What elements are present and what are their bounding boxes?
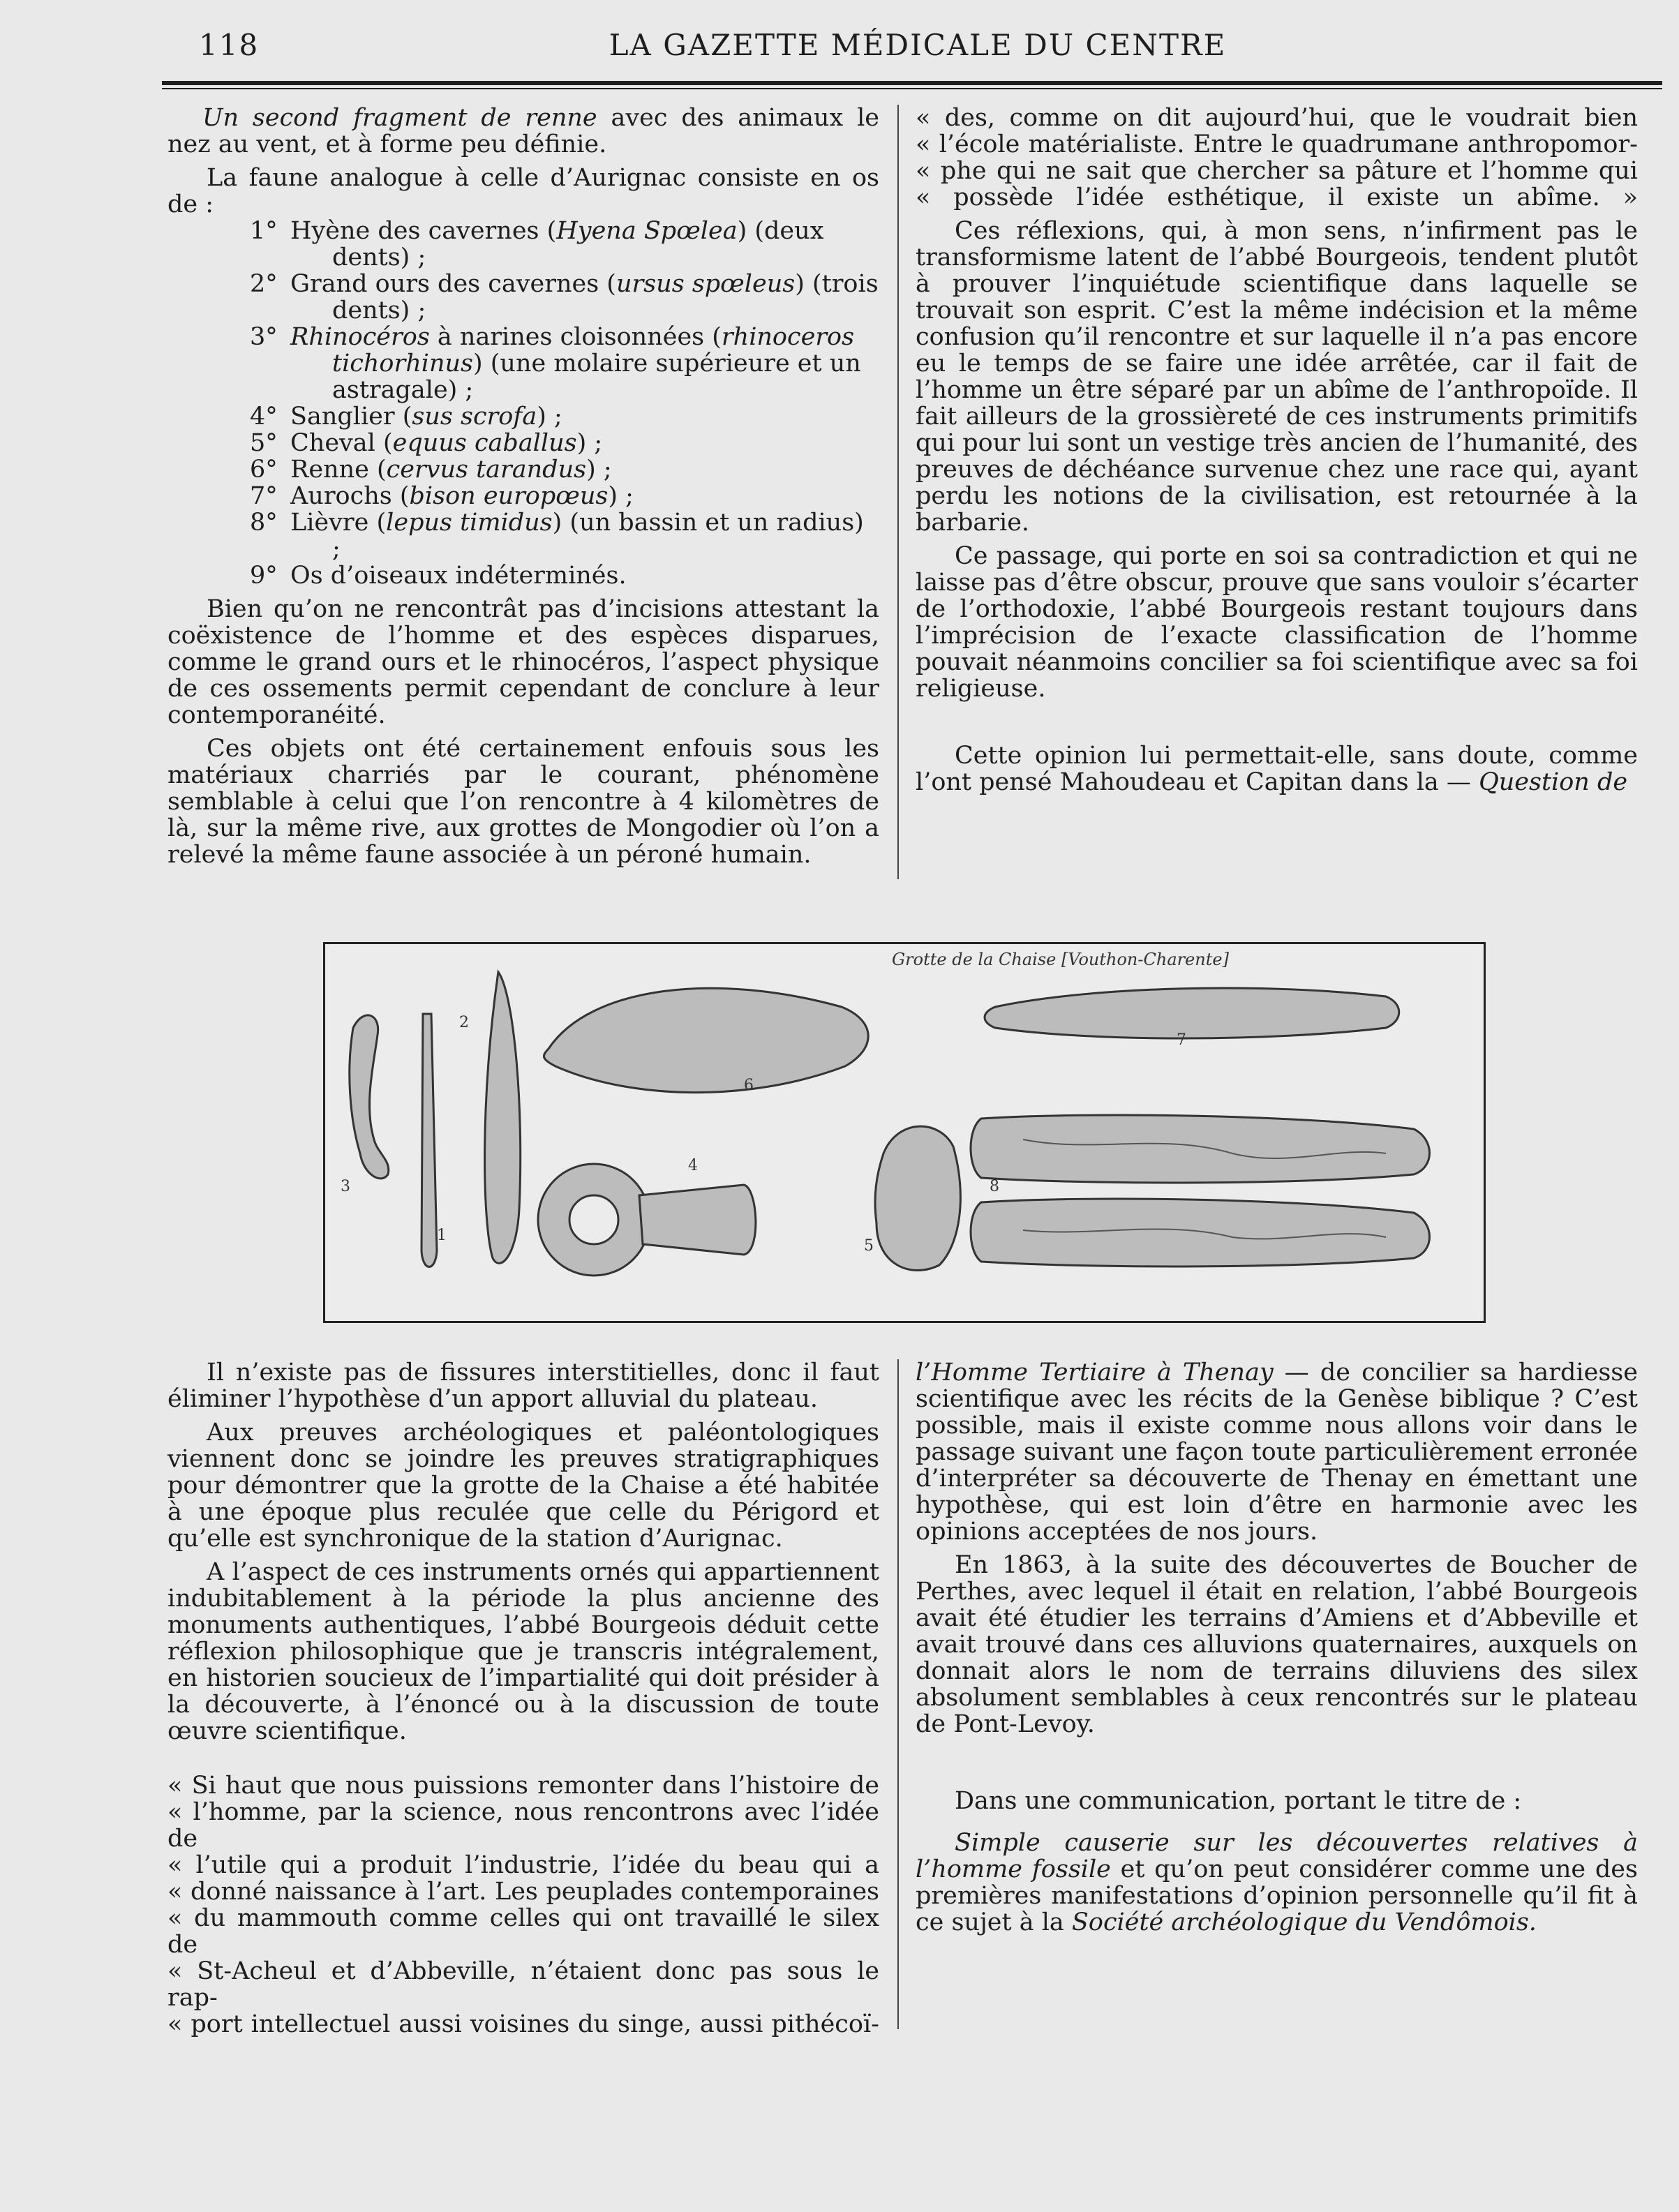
quote-line: « l’école matérialiste. Entre le quadrumane anthropomor- <box>916 130 1638 158</box>
paragraph-passage: Ce passage, qui porte en soi sa contradiction et qui ne laisse pas d’être obscur, prouve que sans vouloir s’écarter de l’orthodoxie, l’abbé Bourgeois restant toujours dans l’imprécision de l’exacte classification de l’homme pouvait néanmoins concilier sa foi scientifique avec sa foi religieuse. <box>916 542 1638 703</box>
fauna-list-item: 4° Sanglier (sus scrofa) ; <box>250 403 562 431</box>
engraving-figure <box>323 942 1486 1323</box>
fauna-list <box>167 218 879 589</box>
quote-continued <box>916 105 1638 211</box>
list-number: 5° <box>250 429 278 457</box>
list-number: 9° <box>250 562 278 590</box>
quote-line: « l’homme, par la science, nous rencontrons avec l’idée de <box>167 1798 879 1853</box>
quote-block <box>167 1772 879 2038</box>
quote-line: « possède l’idée esthétique, il existe un abîme. » <box>916 184 1638 211</box>
header-rule <box>162 81 1662 85</box>
paragraph-1863: En 1863, à la suite des découvertes de Boucher de Perthes, avec lequel il était en relation, l’abbé Bourgeois avait été étudier les terrains d’Amiens et d’Abbeville et avait trouvé dans ces alluvions quaternaires, auxquels on donnait alors le nom de terrains diluviens des silex absolument semblables à ceux rencontrés sur le plateau de Pont-Levoy. <box>916 1551 1638 1738</box>
list-number: 6° <box>250 456 278 484</box>
paragraph-opinion: Cette opinion lui permettait-elle, sans doute, comme l’ont pensé Mahoudeau et Capitan dans la — Question de <box>916 742 1638 796</box>
right-column-bottom <box>916 1359 1638 1936</box>
paragraph-communication: Dans une communication, portant le titre de : <box>955 1787 1522 1815</box>
paragraph-ces-objets: Ces objets ont été certainement enfouis sous les matériaux charriés par le courant, phénomène semblable à celui que l’on rencontre à 4 kilomètres de là, sur la même rive, aux grottes de Mongodier où l’on a relevé la même faune associée à un péroné humain. <box>167 735 879 869</box>
journal-title: LA GAZETTE MÉDICALE DU CENTRE <box>609 28 1227 62</box>
figure-label: 2 <box>459 1014 469 1031</box>
figure-label: 4 <box>688 1157 698 1174</box>
figure-label: 6 <box>744 1077 754 1094</box>
fauna-intro: La faune analogue à celle d’Aurignac consiste en os de : <box>167 164 879 218</box>
quote-line: « phe qui ne sait que chercher sa pâture et l’homme qui <box>916 157 1638 185</box>
list-number: 1° <box>250 217 278 245</box>
intro-paragraph: Un second fragment de renne avec des animaux le nez au vent, et à forme peu définie. <box>167 104 879 158</box>
quote-line: « Si haut que nous puissions remonter dans l’histoire de <box>167 1772 879 1800</box>
bone-blade-2 <box>485 972 521 1263</box>
paragraph-simple-causerie: Simple causerie sur les découvertes relatives à l’homme fossile et qu’on peut considérer comme une des premières manifestations d’opinion personnelle qu’il fit à ce sujet à la Société archéologique du Vendômois. <box>916 1829 1638 1936</box>
quote-line: « du mammouth comme celles qui ont travaillé le silex de <box>167 1904 879 1959</box>
paragraph-preuves: Aux preuves archéologiques et paléontologiques viennent donc se joindre les preuves stratigraphiques pour démontrer que la grotte de la Chaise a été habitée à une époque plus reculée que celle du Périgord et qu’elle est synchronique de la station d’Aurignac. <box>167 1419 879 1553</box>
header-rule-thin <box>162 88 1662 89</box>
intro-italic: Un second fragment de renne <box>202 104 597 132</box>
paragraph-thenay: l’Homme Tertiaire à Thenay — de concilier sa hardiesse scientifique avec les récits de la Genèse biblique ? C’est possible, mais il existe comme nous allons voir dans le passage suivant une façon toute particulièrement erronée d’interpréter sa découverte de Thenay en émettant une hypothèse, qui est loin d’être en harmonie avec les opinions acceptées de nos jours. <box>916 1359 1638 1546</box>
column-divider <box>897 105 899 879</box>
paragraph-aspect: A l’aspect de ces instruments ornés qui appartiennent indubitablement à la période la plus ancienne des monuments authentiques, l’abbé Bourgeois déduit cette réflexion philosophique que je transcris intégralement, en historien soucieux de l’impartialité qui doit présider à la découverte, à l’énoncé ou à la discussion de toute œuvre scientifique. <box>167 1558 879 1745</box>
fauna-list-item: 2° Grand ours des cavernes (ursus spœleus) (trois dents) ; <box>250 270 879 324</box>
quote-line: « donné naissance à l’art. Les peuplades contemporaines <box>167 1878 879 1906</box>
figure-label: 7 <box>1177 1031 1186 1049</box>
figure-label: 3 <box>341 1178 350 1195</box>
list-number: 4° <box>250 403 278 431</box>
figure-label: 1 <box>437 1227 447 1244</box>
list-number: 7° <box>250 482 278 510</box>
list-number: 8° <box>250 509 278 537</box>
fauna-list-item: 3° Rhinocéros à narines cloisonnées (rhinoceros tichorhinus) (une molaire supérieure et un astragale) ; <box>250 323 861 404</box>
figure-caption: Grotte de la Chaise [Vouthon-Charente] <box>892 950 1229 969</box>
running-header <box>199 27 1636 68</box>
engraved-bar-8a <box>971 1115 1430 1183</box>
list-number: 3° <box>250 323 278 351</box>
left-column-bottom <box>167 1359 879 2038</box>
stone-5 <box>875 1126 960 1270</box>
quote-line: « port intellectuel aussi voisines du singe, aussi pithécoï- <box>167 2010 879 2038</box>
page-number: 118 <box>199 28 260 62</box>
rod-7 <box>985 988 1399 1038</box>
prehistoric-tools-engraving <box>325 944 1484 1321</box>
figure-label: 8 <box>990 1178 999 1195</box>
quote-line: « des, comme on dit aujourd’hui, que le voudrait bien <box>916 104 1638 132</box>
tusk-6 <box>544 988 868 1092</box>
handle-4 <box>639 1185 756 1255</box>
quote-line: « St-Acheul et d’Abbeville, n’étaient donc pas sous le rap- <box>167 1957 879 2012</box>
fauna-list-item: 1° Hyène des cavernes (Hyena Spœlea) (deux dents) ; <box>250 217 824 271</box>
column-divider <box>897 1359 899 2029</box>
paragraph-bien: Bien qu’on ne rencontrât pas d’incisions attestant la coëxistence de l’homme et des espèces disparues, comme le grand ours et le rhinocéros, l’aspect physique de ces ossements permit cependant de conclure à leur contemporanéité. <box>167 595 879 729</box>
fauna-list-item: 8° Lièvre (lepus timidus) (un bassin et un radius) ; <box>250 509 864 563</box>
fauna-list-item: 5° Cheval (equus caballus) ; <box>250 429 603 457</box>
engraved-bar-8b <box>971 1199 1430 1266</box>
bone-needle-1 <box>421 1014 437 1267</box>
quote-line: « l’utile qui a produit l’industrie, l’idée du beau qui a <box>167 1851 879 1879</box>
bone-fragment-3 <box>350 1015 389 1179</box>
fauna-list-item: 6° Renne (cervus tarandus) ; <box>250 456 612 484</box>
fauna-list-item: 7° Aurochs (bison europœus) ; <box>250 482 634 510</box>
fauna-list-item: 9° Os d’oiseaux indéterminés. <box>250 562 627 590</box>
right-column-top <box>916 105 1638 795</box>
list-number: 2° <box>250 270 278 298</box>
paragraph-reflexions: Ces réflexions, qui, à mon sens, n’infirment pas le transformisme latent de l’abbé Bourgeois, tendent plutôt à prouver l’inquiétude scientifique dans laquelle se trouvait son esprit. C’est la même indécision et la même confusion qu’il rencontre et sur laquelle il n’a pas encore eu le temps de se faire une idée arrêtée, car il fait de l’homme un être séparé par un abîme de l’anthropoïde. Il fait ailleurs de la grossièreté de ces instruments primitifs qui pour lui sont un vestige très ancien de l’humanité, des preuves de déchéance survenue chez une race qui, ayant perdu les notions de la civilisation, est retournée à la barbarie. <box>916 217 1638 537</box>
left-column-top <box>167 105 879 868</box>
figure-label: 5 <box>864 1237 874 1255</box>
paragraph-fissures: Il n’existe pas de fissures interstitielles, donc il faut éliminer l’hypothèse d’un apport alluvial du plateau. <box>167 1359 879 1413</box>
